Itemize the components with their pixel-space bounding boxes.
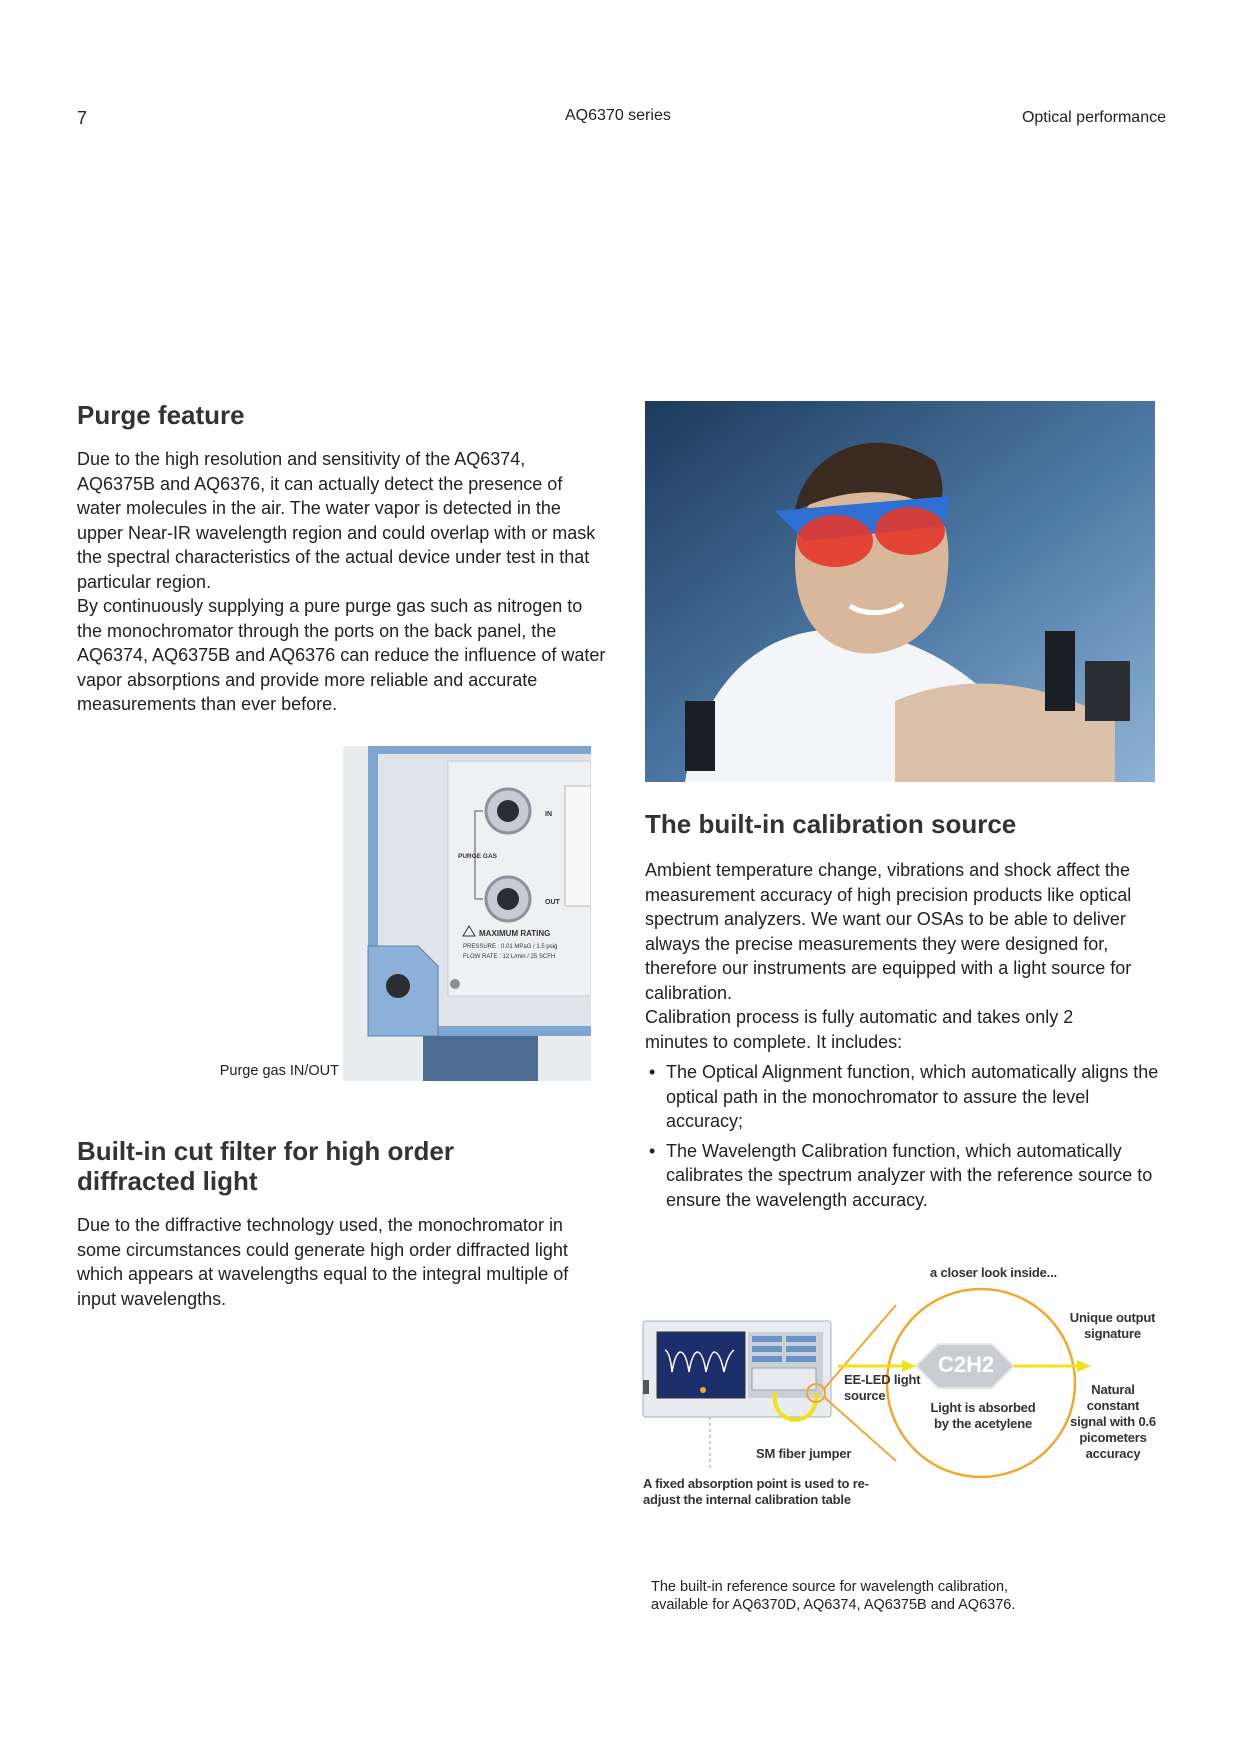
calibration-body <box>645 858 1160 1217</box>
panel-purge-gas-label: PURGE GAS <box>458 853 498 860</box>
calibration-paragraph-2: Calibration process is fully automatic and takes only 2 minutes to complete. It includes: <box>645 1007 1074 1052</box>
calibration-paragraph-1: Ambient temperature change, vibrations and shock affect the measurement accuracy of high precision products like optical spectrum analyzers. We want our OSAs to be able to deliver always the precise measurements they were designed for, therefore our instruments are equipped with a light source for calibration. <box>645 860 1132 1003</box>
purge-panel-photo <box>343 746 591 1081</box>
purge-paragraph-1: Due to the high resolution and sensitivity of the AQ6374, AQ6375B and AQ6376, it can actually detect the presence of water molecules in the air. The water vapor is detected in the upper Near-IR wavelength region and could overlap with or mask the spectral characteristics of the actual device under test in that particular region. <box>77 449 596 592</box>
absorbed-label: Light is absorbed by the acetylene <box>930 1400 1036 1431</box>
panel-max-rating: MAXIMUM RATING <box>479 929 551 938</box>
purge-panel-illustration <box>343 746 591 1081</box>
calibration-bullet-2: • The Wavelength Calibration function, which automatically calibrates the spectrum analyzer with the reference source to ensure the wavelength accuracy. <box>645 1139 1160 1213</box>
panel-pressure: PRESSURE : 0.01 MPaG / 1.5 psig <box>463 944 558 950</box>
panel-out-label: OUT <box>545 899 560 906</box>
purge-photo-caption: Purge gas IN/OUT <box>219 1063 339 1079</box>
panel-flow-rate: FLOW RATE : 12 L/min / 25 SCFH <box>463 954 556 960</box>
calibration-bullet-1: • The Optical Alignment function, which automatically aligns the optical path in the monochromator to assure the level accuracy; <box>645 1060 1160 1134</box>
series-title: AQ6370 series <box>565 107 671 124</box>
ee-led-label: EE-LED light source <box>844 1372 921 1403</box>
calibration-diagram <box>640 1260 1160 1510</box>
cut-filter-body: Due to the diffractive technology used, the monochromator in some circumstances could generate high order diffracted light which appears at wavelengths equal to the integral multiple of input wavelengths. <box>77 1215 569 1309</box>
section-title: Optical performance <box>1021 109 1166 126</box>
panel-in-label: IN <box>545 811 552 818</box>
cut-filter-heading: Built-in cut filter for high order diffracted light <box>77 1136 454 1196</box>
fixed-point-label: A fixed absorption point is used to re-adjust the internal calibration table <box>643 1476 869 1507</box>
purge-heading: Purge feature <box>77 400 245 430</box>
natural-signal-label: Natural constant signal with 0.6 picometers accuracy <box>1070 1382 1156 1461</box>
page-number: 7 <box>77 108 88 128</box>
scientist-illustration <box>645 401 1155 782</box>
purge-paragraph-2: By continuously supplying a pure purge gas such as nitrogen to the monochromator through the ports on the back panel, the AQ6374, AQ6375B and AQ6376 can reduce the influence of water vapor absorptions and provide more reliable and accurate measurements than ever before. <box>77 596 606 714</box>
diagram-caption: The built-in reference source for wavelength calibration, available for AQ6370D, AQ6374, AQ6375B and AQ6376. <box>651 1579 1016 1613</box>
purge-body <box>77 447 607 717</box>
closer-look-label: a closer look inside... <box>930 1265 1057 1280</box>
unique-output-label: Unique output signature <box>1069 1310 1156 1341</box>
sm-fiber-label: SM fiber jumper <box>756 1446 852 1461</box>
molecule-label: C2H2 <box>938 1352 995 1377</box>
calibration-bullets <box>645 1060 1160 1212</box>
scientist-photo <box>645 401 1155 782</box>
calibration-heading: The built-in calibration source <box>645 809 1017 839</box>
